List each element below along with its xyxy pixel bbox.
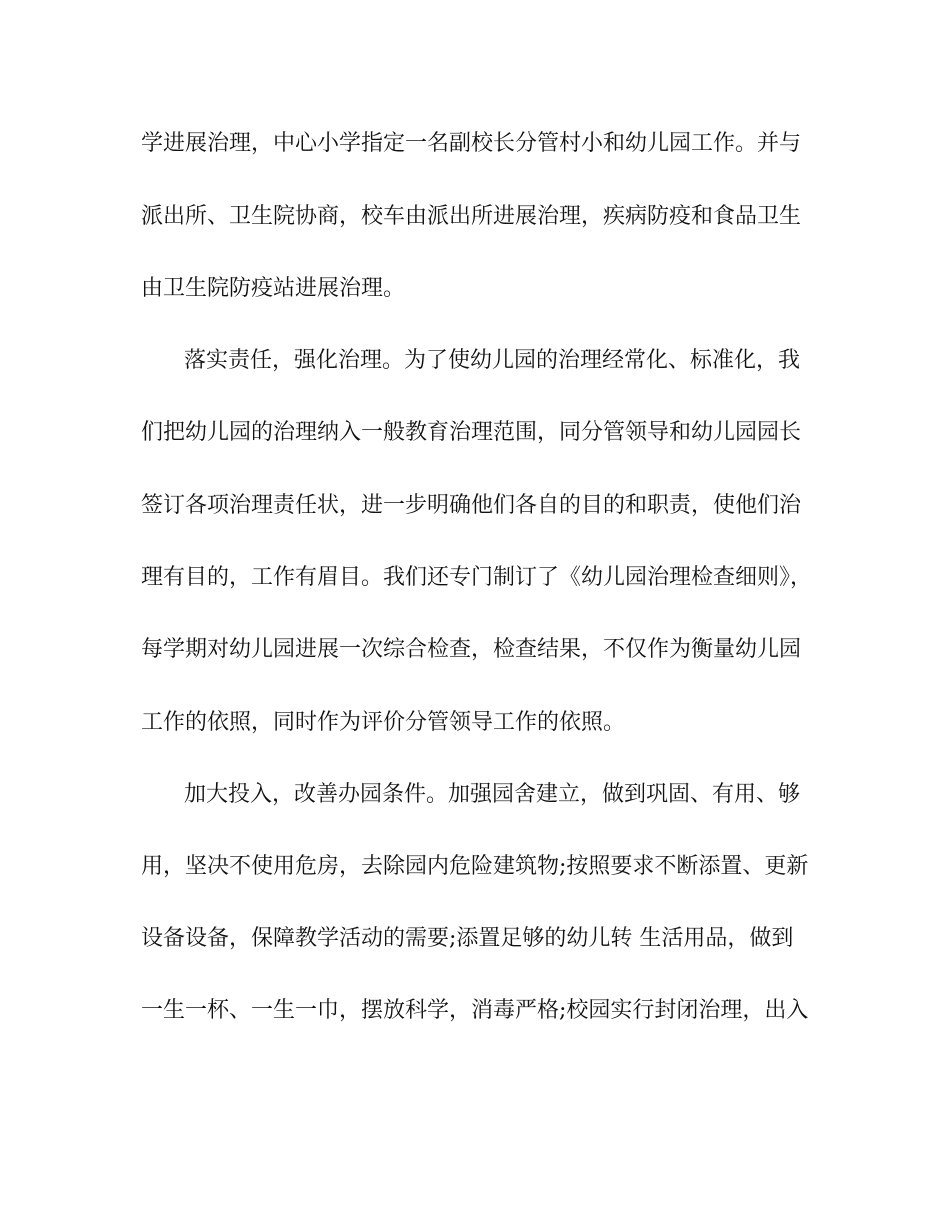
text-line: 理有目的，工作有眉目。我们还专门制订了《幼儿园治理检查细则》， bbox=[141, 565, 813, 590]
text-line: 由卫生院防疫站进展治理。 bbox=[141, 276, 406, 301]
text-line: 们把幼儿园的治理纳入一般教育治理范围，同分管领导和幼儿园园长 bbox=[141, 420, 802, 445]
text-line: 学进展治理，中心小学指定一名副校长分管村小和幼儿园工作。并与 bbox=[141, 131, 802, 156]
text-line: 用，坚决不使用危房，去除园内危险建筑物;按照要求不断添置、更新 bbox=[141, 854, 809, 879]
text-line: 每学期对幼儿园进展一次综合检查，检查结果，不仅作为衡量幼儿园 bbox=[141, 637, 802, 662]
text-line: 工作的依照，同时作为评价分管领导工作的依照。 bbox=[141, 710, 626, 735]
text-line: 签订各项治理责任状，进一步明确他们各自的目的和职责，使他们治 bbox=[141, 493, 802, 518]
paragraph-first-line: 加大投入，改善办园条件。加强园舍建立，做到巩固、有用、够 bbox=[184, 782, 801, 807]
paragraph-first-line: 落实责任，强化治理。为了使幼儿园的治理经常化、标准化，我 bbox=[184, 348, 801, 373]
text-line: 设备设备，保障教学活动的需要;添置足够的幼儿转 生活用品，做到 bbox=[141, 926, 794, 951]
text-line: 派出所、卫生院协商，校车由派出所进展治理，疾病防疫和食品卫生 bbox=[141, 204, 802, 229]
text-line: 一生一杯、一生一巾，摆放科学，消毒严格;校园实行封闭治理，出入 bbox=[141, 998, 809, 1023]
